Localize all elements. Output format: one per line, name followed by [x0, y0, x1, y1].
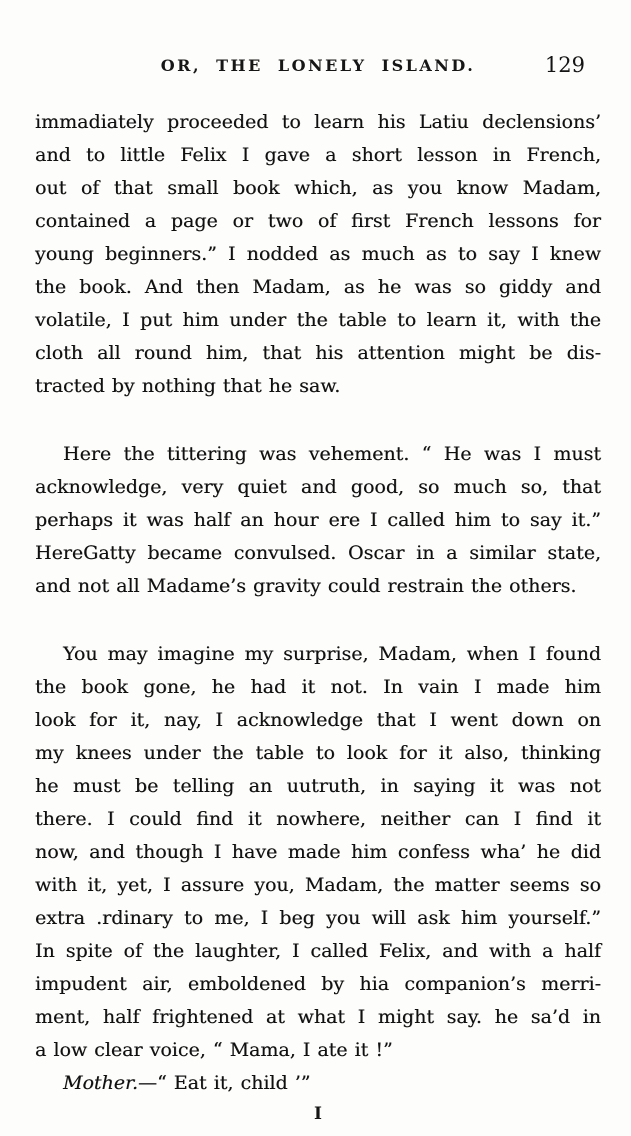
speaker-name: Mother.	[63, 1072, 139, 1094]
paragraph	[35, 638, 601, 1067]
running-title: OR, THE LONELY ISLAND.	[160, 56, 476, 75]
text-line: perhaps it was half an hour ere I called him to say it.”	[35, 509, 601, 531]
text-line: ment, half frightened at what I might say. he sa’d in	[35, 1006, 601, 1028]
text-line: a low clear voice, “ Mama, I ate it !”	[35, 1039, 393, 1061]
running-head	[35, 53, 601, 86]
text-line: Here the tittering was vehement. “ He was I must	[63, 443, 601, 465]
signature-row	[35, 1104, 601, 1124]
paragraph	[35, 106, 601, 403]
text-line: and not all Madame’s gravity could restrain the others.	[35, 575, 577, 597]
text-line: You may imagine my surprise, Madam, when I found	[63, 643, 601, 665]
text-line: the book. And then Madam, as he was so giddy and	[35, 276, 601, 298]
text-line: HereGatty became convulsed. Oscar in a similar state,	[35, 542, 601, 564]
page-body	[35, 106, 601, 1100]
text-line: cloth all round him, that his attention might be dis-	[35, 342, 601, 364]
text-line: acknowledge, very quiet and good, so much so, that	[35, 476, 601, 498]
text-line: my knees under the table to look for it also, thinking	[35, 742, 601, 764]
text-line: volatile, I put him under the table to learn it, with the	[35, 309, 601, 331]
text-line: extra .rdinary to me, I beg you will ask him yourself.”	[35, 907, 601, 929]
text-line: contained a page or two of first French lessons for	[35, 210, 601, 232]
text-line: with it, yet, I assure you, Madam, the matter seems so	[35, 874, 601, 896]
text-line: there. I could find it nowhere, neither can I find it	[35, 808, 601, 830]
text-line: now, and though I have made him confess wha’ he did	[35, 841, 601, 863]
text-line: In spite of the laughter, I called Felix, and with a half	[35, 940, 601, 962]
paragraph	[35, 438, 601, 603]
text-line: out of that small book which, as you know Madam,	[35, 177, 601, 199]
text-line: tracted by nothing that he saw.	[35, 375, 341, 397]
text-line: young beginners.” I nodded as much as to say I knew	[35, 243, 601, 265]
page-number: 129	[544, 53, 585, 77]
paragraph	[35, 1067, 601, 1100]
text-line: he must be telling an uutruth, in saying it was not	[35, 775, 601, 797]
text-line: and to little Felix I gave a short lesson in French,	[35, 144, 601, 166]
text-line: the book gone, he had it not. In vain I made him	[35, 676, 601, 698]
signature-mark: I	[314, 1104, 322, 1124]
text-line: Mother.—“ Eat it, child ’”	[63, 1072, 311, 1094]
text-line: look for it, nay, I acknowledge that I went down on	[35, 709, 601, 731]
text-line: impudent air, emboldened by hia companion’s merri-	[35, 973, 601, 995]
text-line: immadiately proceeded to learn his Latiu declensions’	[35, 111, 601, 133]
